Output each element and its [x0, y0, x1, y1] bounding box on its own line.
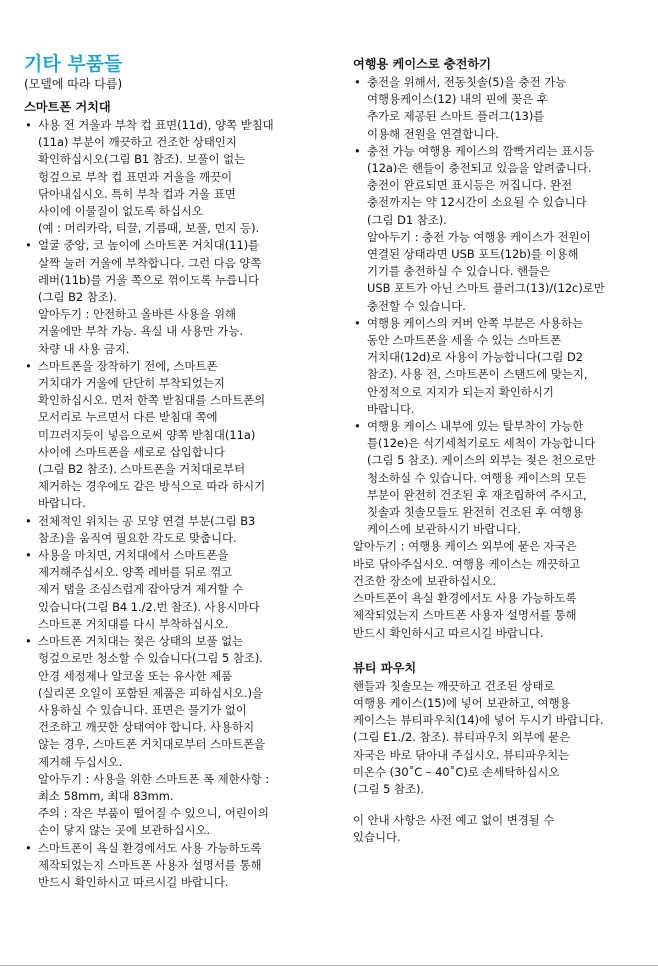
travel-case-list: [353, 74, 636, 538]
list-item: • 스마트폰을 장착하기 전에, 스마트폰 거치대가 거울에 단단히 부착되었는지 확인하십시오. 먼저 한쪽 받침대를 스마트폰의 모서리로 누르면서 다른 받침대 쪽에 미끄러지듯이 넣음으로써 양쪽 받침대(11a) 사이에 스마트폰을 세로로 삽입합니다 (그림 B2 참조). 스마트폰을 거치대로부터 제거하는 경우에도 같은 방식으로 따라 하시기 바랍니다.: [24, 358, 312, 513]
section-heading-travel-case: 여행용 케이스로 충전하기: [353, 57, 491, 71]
page-subtitle: (모델에 따라 다름): [24, 77, 123, 91]
list-item: • 충전을 위해서, 전동칫솔(5)을 충전 가능 여행용케이스(12) 내의 핀에 꽂은 후 추가로 제공된 스마트 플러그(13)를 이용해 전원을 연결합니다.: [353, 74, 636, 143]
list-item: • 얼굴 중앙, 코 높이에 스마트폰 거치대(11)를 살짝 눌러 거울에 부착합니다. 그런 다음 양쪽 레버(11b)를 거울 쪽으로 꺾이도록 누릅니다 (그림 B2 참조). 알아두기 : 안전하고 올바른 사용을 위해 거울에만 부착 가능. 욕실 내 사용만 가능. 차량 내 사용 금지.: [24, 237, 312, 357]
list-item: • 충전 가능 여행용 케이스의 깜빡거리는 표시등 (12a)은 핸들이 충전되고 있음을 알려줍니다. 충전이 완료되면 표시등은 꺼집니다. 완전 충전까지는 약 12시간이 소요될 수 있습니다 (그림 D1 참조). 알아두기 : 충전 가능 여행용 케이스가 전원이 연결된 상태라면 USB 포트(12b)를 이용해 기기를 충전하실 수 있습니다. 핸들은 USB 포트가 아닌 스마트 플러그(13)/(12c)로만 충전할 수 있습니다.: [353, 143, 636, 315]
list-item: • 여행용 케이스 내부에 있는 탈부착이 가능한 틀(12e)은 식기세척기로도 세척이 가능합니다 (그림 5 참조). 케이스의 외부는 젖은 천으로만 청소하실 수 있습니다. 여행용 케이스의 모든 부분이 완전히 건조된 후 재조립하여 주시고, 칫솔과 칫솔모들도 완전히 건조된 후 여행용 케이스에 보관하시기 바랍니다.: [353, 418, 636, 538]
left-column: [24, 52, 312, 891]
section-heading-beauty-pouch: 뷰티 파우치: [353, 660, 417, 675]
list-item: • 전체적인 위치는 공 모양 연결 부분(그림 B3 참조)을 움직여 필요한 각도로 맞춥니다.: [24, 513, 312, 547]
right-column: [353, 40, 636, 847]
list-item: • 사용을 마치면, 거치대에서 스마트폰을 제거해주십시오. 양쪽 레버를 뒤로 꺾고 제거 탭을 조심스럽게 잡아당겨 제거할 수 있습니다(그림 B4 1./2.번 참조). 사용시마다 스마트폰 거치대를 다시 부착하십시오.: [24, 547, 312, 633]
disclaimer-text: 이 안내 사항은 사전 예고 없이 변경될 수 있습니다.: [353, 813, 555, 845]
list-item: • 여행용 케이스의 커버 안쪽 부분은 사용하는 동안 스마트폰을 세울 수 있는 스마트폰 거치대(12d)로 사용이 가능합니다(그림 D2 참조). 사용 전, 스마트폰이 스탠드에 맞는지, 안정적으로 지지가 되는지 확인하시기 바랍니다.: [353, 315, 636, 418]
page-title: 기타 부품들: [24, 53, 123, 75]
list-item: • 사용 전 거울과 부착 컵 표면(11d), 양쪽 받침대 (11a) 부분이 깨끗하고 건조한 상태인지 확인하십시오(그림 B1 참조). 보풀이 없는 헝겊으로 부착 컵 표면과 거울을 깨끗이 닦아내십시오. 특히 부착 컵과 거울 표면 사이에 이물질이 없도록 하십시오 (예 : 머리카락, 티끌, 기름때, 보풀, 먼지 등).: [24, 117, 312, 237]
list-item: • 스마트폰 거치대는 젖은 상태의 보풀 없는 헝겊으로만 청소할 수 있습니다(그림 5 참조). 안경 세정제나 알코올 또는 유사한 제품 (실리콘 오일이 포함된 제품은 피하십시오.)을 사용하실 수 있습니다. 표면은 물기가 없이 건조하고 깨끗한 상태여야 합니다. 사용하지 않는 경우, 스마트폰 거치대로부터 스마트폰을 제거해 두십시오. 알아두기 : 사용을 위한 스마트폰 폭 제한사항 : 최소 58mm, 최대 83mm. 주의 : 작은 부품이 떨어질 수 있으니, 어린이의 손이 닿지 않는 곳에 보관하십시오.: [24, 633, 312, 839]
bottom-divider: [0, 965, 658, 966]
list-item: • 스마트폰이 욕실 환경에서도 사용 가능하도록 제작되었는지 스마트폰 사용자 설명서를 통해 반드시 확인하시고 따르시길 바랍니다.: [24, 840, 312, 892]
travel-case-note: 알아두기 : 여행용 케이스 외부에 묻은 자국은 바로 닦아주십시오. 여행용 케이스는 깨끗하고 건조한 장소에 보관하십시오. 스마트폰이 욕실 환경에서도 사용 가능하도록 제작되었는지 스마트폰 사용자 설명서를 통해 반드시 확인하시고 따르시길 바랍니다.: [353, 539, 581, 640]
section-heading-smartphone-holder: 스마트폰 거치대: [24, 100, 111, 114]
smartphone-holder-list: [24, 117, 312, 891]
beauty-pouch-text: 핸들과 칫솔모는 깨끗하고 건조된 상태로 여행용 케이스(15)에 넣어 보관하고, 여행용 케이스는 뷰티파우치(14)에 넣어 두시기 바랍니다. (그림 E1./2. 참조). 뷰티파우치 외부에 묻은 자국은 바로 닦아내 주십시오. 뷰티파우치는 미온수 (30˚C – 40˚C)로 손세탁하십시오 (그림 5 참조).: [353, 678, 604, 796]
